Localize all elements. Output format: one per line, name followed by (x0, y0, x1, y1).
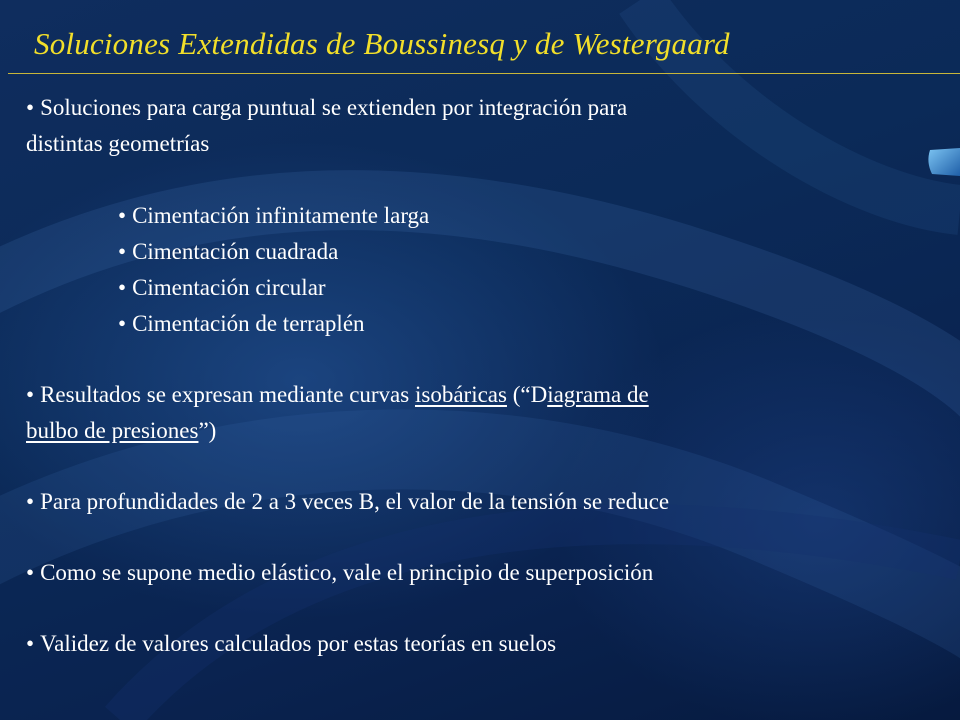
results-text-pre: Resultados se expresan mediante curvas (40, 382, 415, 407)
sub-item-label: Cimentación circular (132, 275, 326, 300)
bullet-depth (26, 484, 920, 520)
sub-item-1 (26, 198, 920, 234)
slide-title: Soluciones Extendidas de Boussinesq y de Westergaard (34, 26, 730, 61)
sub-item-3 (26, 270, 920, 306)
results-text-mid: (“D (506, 382, 548, 407)
spacer (26, 591, 920, 626)
slide-body (26, 90, 920, 662)
intro-line-2: distintas geometrías (26, 131, 210, 156)
bullet-superposition (26, 555, 920, 591)
diagrama-link[interactable]: iagrama de (547, 382, 649, 407)
bullet-glyph: • (26, 382, 35, 407)
bullet-glyph: • (118, 239, 127, 264)
sub-item-4 (26, 306, 920, 342)
bullet-glyph: • (118, 311, 127, 336)
bullet-glyph: • (118, 275, 127, 300)
bullet-glyph: • (26, 95, 35, 120)
bullet-results (26, 377, 920, 449)
spacer (26, 520, 920, 555)
spacer (26, 342, 920, 377)
sub-item-2 (26, 234, 920, 270)
spacer (26, 449, 920, 484)
sub-item-label: Cimentación cuadrada (132, 239, 339, 264)
sub-item-label: Cimentación infinitamente larga (132, 203, 430, 228)
bullet-glyph: • (26, 560, 35, 585)
bullet-glyph: • (26, 631, 35, 656)
bullet-validity (26, 626, 920, 662)
bullet-glyph: • (26, 489, 35, 514)
title-divider (8, 73, 960, 74)
bulbo-presiones-link[interactable]: bulbo de presiones (26, 418, 199, 443)
accent-tab-graphic (926, 148, 960, 176)
results-text-post: ”) (198, 418, 217, 443)
spacer (26, 162, 920, 198)
bullet-glyph: • (118, 203, 127, 228)
point-text: Como se supone medio elástico, vale el principio de superposición (40, 560, 654, 585)
point-text: Validez de valores calculados por estas teorías en suelos (40, 631, 557, 656)
sub-item-label: Cimentación de terraplén (132, 311, 365, 336)
intro-line-1: Soluciones para carga puntual se extienden por integración para (40, 95, 628, 120)
point-text: Para profundidades de 2 a 3 veces B, el valor de la tensión se reduce (40, 489, 670, 514)
bullet-intro (26, 90, 920, 162)
isobaricas-link[interactable]: isobáricas (414, 382, 507, 407)
